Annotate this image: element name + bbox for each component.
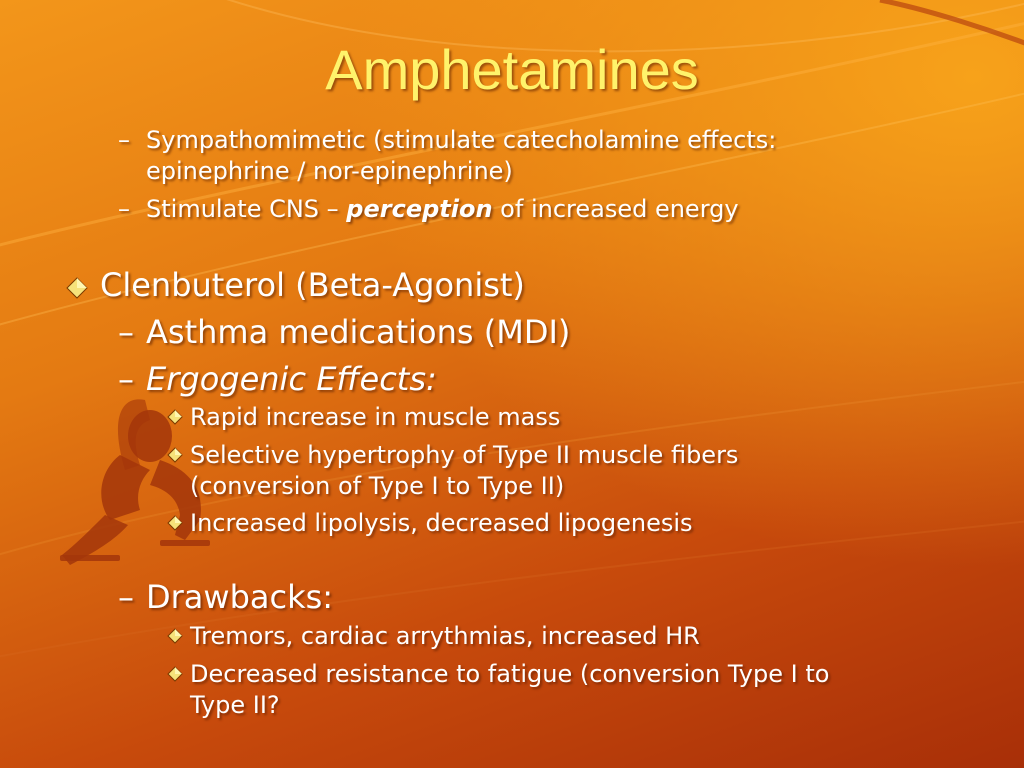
selective-hypertrophy-line-1: Selective hypertrophy of Type II muscle fibers (190, 441, 739, 469)
dash-marker: – (118, 126, 130, 154)
stimulate-cns-text: Stimulate CNS – (146, 195, 347, 223)
decreased-resistance-line-2: Type II? (190, 691, 280, 719)
sympathomimetic-line-1: Sympathomimetic (stimulate catecholamine effects: (146, 126, 777, 154)
selective-hypertrophy-line-2: (conversion of Type I to Type II) (190, 472, 565, 500)
ergogenic-effects-heading: Ergogenic Effects: (146, 360, 437, 398)
dash-marker: – (118, 195, 130, 223)
diamond-bullet-icon (167, 515, 183, 531)
decreased-resistance-line-1: Decreased resistance to fatigue (conversion Type I to (190, 660, 830, 688)
dash-marker: – (118, 313, 134, 351)
diamond-bullet-icon (66, 277, 88, 299)
rapid-increase-line: Rapid increase in muscle mass (190, 403, 561, 431)
sprinter-silhouette-icon (60, 399, 210, 565)
lipolysis-line: Increased lipolysis, decreased lipogenesis (190, 509, 693, 537)
clenbuterol-heading: Clenbuterol (Beta-Agonist) (100, 266, 525, 304)
dash-marker: – (118, 578, 134, 616)
tremors-line: Tremors, cardiac arrythmias, increased HR (190, 622, 700, 650)
stimulate-cns-line (146, 194, 739, 225)
increased-energy-text: of increased energy (492, 195, 739, 223)
slide-title: Amphetamines (325, 38, 699, 101)
dash-marker: – (118, 360, 134, 398)
drawbacks-heading: Drawbacks: (146, 578, 334, 616)
diamond-bullet-icon (167, 628, 183, 644)
diamond-bullet-icon (167, 666, 183, 682)
sympathomimetic-line-2: epinephrine / nor-epinephrine) (146, 157, 513, 185)
diamond-bullet-icon (167, 409, 183, 425)
perception-emphasis: perception (346, 195, 493, 223)
asthma-medications-line: Asthma medications (MDI) (146, 313, 571, 351)
diamond-bullet-icon (167, 447, 183, 463)
